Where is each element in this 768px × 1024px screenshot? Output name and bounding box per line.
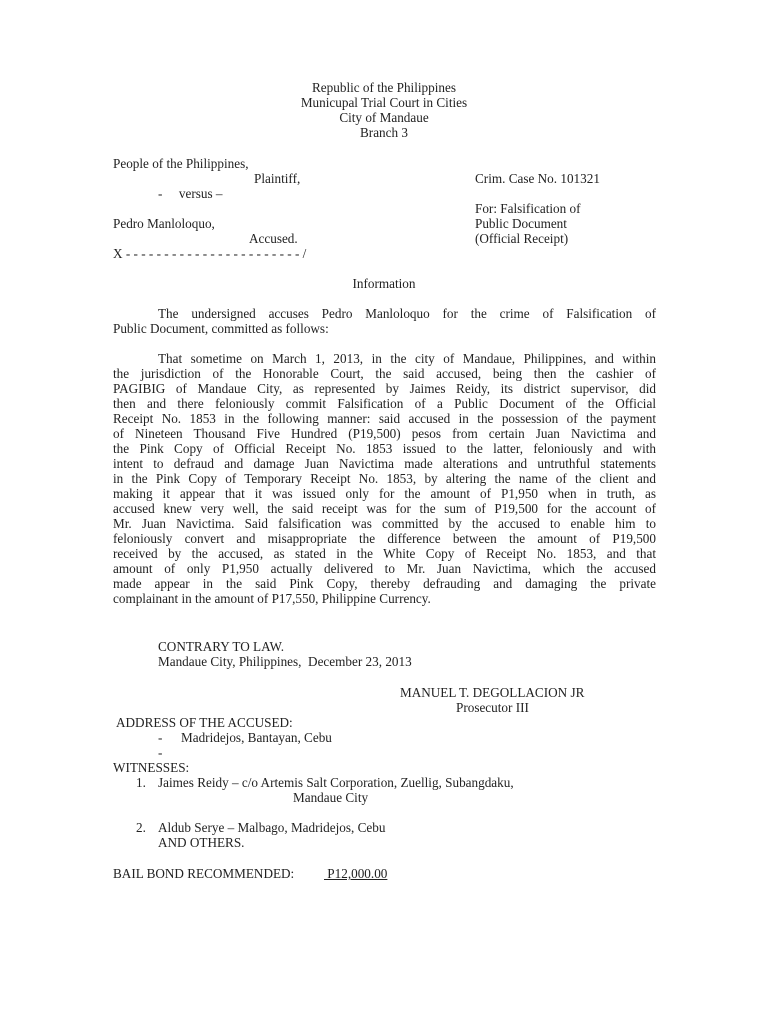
case-for-line3: (Official Receipt) xyxy=(475,231,569,246)
paragraph-line: That sometime on March 1, 2013, in the city of Mandaue, Philippines, and within xyxy=(158,351,656,366)
paragraph-line: Receipt No. 1853 in the following manner: said accused in the possession of the payment xyxy=(113,411,656,426)
case-number: Crim. Case No. 101321 xyxy=(475,171,600,186)
document-title: Information xyxy=(352,276,416,291)
paragraph-intro xyxy=(113,306,656,336)
paragraph-line: Mr. Juan Navictima. Said falsification was committed by the accused to enable him to xyxy=(113,516,656,531)
place-and-date: Mandaue City, Philippines, December 23, 2013 xyxy=(158,654,412,669)
paragraph-line: then and there feloniously commit Falsification of a Public Document of the Official xyxy=(113,396,656,411)
signatory-title: Prosecutor III xyxy=(456,700,529,715)
paragraph-line: making it appear that it was issued only for the amount of P1,950 when in truth, as xyxy=(113,486,656,501)
witnesses-others: AND OTHERS. xyxy=(158,835,245,850)
address-item: Madridejos, Bantayan, Cebu xyxy=(181,730,332,745)
contrary-to-law: CONTRARY TO LAW. xyxy=(158,639,285,654)
paragraph-line: The undersigned accuses Pedro Manloloquo for the crime of Falsification of xyxy=(158,306,656,321)
caption-separator: X - - - - - - - - - - - - - - - - - - - - - - - / xyxy=(113,246,307,261)
address-bullet: - xyxy=(158,730,163,745)
signatory-name: MANUEL T. DEGOLLACION JR xyxy=(400,685,585,700)
paragraph-line: made appear in the said Pink Copy, thereby defrauding and damaging the private xyxy=(113,576,656,591)
court-city: City of Mandaue xyxy=(339,110,429,125)
paragraph-line: accused knew very well, the said receipt was for the sum of P19,500 for the account of xyxy=(113,501,656,516)
court-name: Municupal Trial Court in Cities xyxy=(300,95,468,110)
witness-1-line2: Mandaue City xyxy=(293,790,369,805)
plaintiff-name: People of the Philippines, xyxy=(113,156,249,171)
witness-number: 2. xyxy=(136,820,146,835)
paragraph-line: in the Pink Copy of Temporary Receipt No. 1853, by altering the name of the client and xyxy=(113,471,656,486)
accused-name: Pedro Manloloquo, xyxy=(113,216,215,231)
case-for-line1: For: Falsification of xyxy=(475,201,581,216)
paragraph-line: intent to defraud and damage Juan Navictima made alterations and untruthful statements xyxy=(113,456,656,471)
bail-amount: P12,000.00 xyxy=(324,866,388,881)
court-branch: Branch 3 xyxy=(360,125,408,140)
paragraph-line: the jurisdiction of the Honorable Court, the said accused, being then the cashier of xyxy=(113,366,656,381)
bail-label: BAIL BOND RECOMMENDED: xyxy=(113,866,295,881)
address-heading: ADDRESS OF THE ACCUSED: xyxy=(116,715,293,730)
case-for-line2: Public Document xyxy=(475,216,567,231)
paragraph-line: feloniously convert and misappropriate the difference between the amount of P19,500 xyxy=(113,531,656,546)
witness-2-line1: Aldub Serye – Malbago, Madridejos, Cebu xyxy=(158,820,386,835)
accused-role: Accused. xyxy=(249,231,298,246)
paragraph-facts xyxy=(113,351,656,606)
paragraph-line: complainant in the amount of P17,550, Philippine Currency. xyxy=(113,591,431,606)
witness-1-line1: Jaimes Reidy – c/o Artemis Salt Corporation, Zuellig, Subangdaku, xyxy=(158,775,514,790)
paragraph-line: Public Document, committed as follows: xyxy=(113,321,329,336)
paragraph-line: of Nineteen Thousand Five Hundred (P19,500) pesos from certain Juan Navictima and xyxy=(113,426,656,441)
paragraph-line: received by the accused, as stated in the White Copy of Receipt No. 1853, and that xyxy=(113,546,656,561)
address-bullet: - xyxy=(158,745,163,760)
versus-label: - versus – xyxy=(158,186,223,201)
paragraph-line: amount of only P1,950 actually delivered to Mr. Juan Navictima, which the accused xyxy=(113,561,656,576)
paragraph-line: PAGIBIG of Mandaue City, as represented by Jaimes Reidy, its district supervisor, did xyxy=(113,381,656,396)
witnesses-heading: WITNESSES: xyxy=(113,760,190,775)
court-republic: Republic of the Philippines xyxy=(312,80,456,95)
paragraph-line: the Pink Copy of Official Receipt No. 1853 issued to the latter, feloniously and with xyxy=(113,441,656,456)
witness-number: 1. xyxy=(136,775,146,790)
plaintiff-role: Plaintiff, xyxy=(254,171,301,186)
